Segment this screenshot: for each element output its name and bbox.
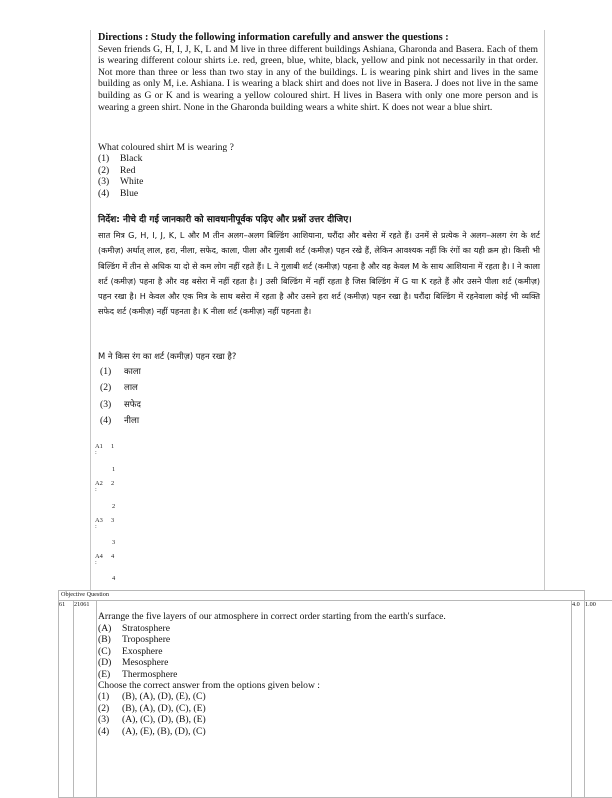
options-en bbox=[98, 153, 143, 199]
list-item: (D) Mesosphere bbox=[98, 657, 320, 668]
question-marks: 4.0 bbox=[572, 601, 585, 798]
option-61-1[interactable]: (1) (B), (A), (D), (E), (C) bbox=[98, 691, 320, 702]
question-id: 21061 bbox=[74, 601, 97, 798]
option-hi-1[interactable]: (1) काला bbox=[100, 364, 141, 380]
passage-hindi bbox=[98, 213, 540, 319]
options-hi bbox=[100, 364, 141, 430]
answer-a2: A2 2 : bbox=[95, 480, 114, 493]
option-en-4[interactable]: (4) Blue bbox=[98, 188, 143, 200]
passage-english bbox=[98, 32, 538, 113]
question-61-items bbox=[98, 623, 320, 737]
directions-title-en: Directions : Study the following information carefully and answer the questions : bbox=[98, 32, 538, 44]
answer-a2-extra: 2 bbox=[112, 503, 115, 510]
option-en-2[interactable]: (2) Red bbox=[98, 165, 143, 177]
option-61-4[interactable]: (4) (A), (E), (B), (D), (C) bbox=[98, 726, 320, 737]
question-negative-marks: 1.00 bbox=[585, 601, 612, 798]
answer-a1-extra: 1 bbox=[112, 466, 115, 473]
list-item: (E) Thermosphere bbox=[98, 669, 320, 680]
question-61-text: Arrange the five layers of our atmosphere in correct order starting from the earth's surface. bbox=[98, 611, 538, 622]
option-hi-4[interactable]: (4) नीला bbox=[100, 413, 141, 429]
question-hi: M ने किस रंग का शर्ट (कमीज़) पहन रखा है? bbox=[98, 349, 540, 364]
question-en: What coloured shirt M is wearing ? bbox=[98, 142, 538, 154]
question-type-label: Objective Question bbox=[59, 591, 585, 601]
option-hi-3[interactable]: (3) सफेद bbox=[100, 397, 141, 413]
option-en-1[interactable]: (1) Black bbox=[98, 153, 143, 165]
answer-a3: A3 3 : bbox=[95, 517, 114, 530]
answer-a1: A1 1 : bbox=[95, 443, 114, 456]
passage-text-en: Seven friends G, H, I, J, K, L and M live in three different buildings Ashiana, Gharonda and Basera. Each of them is wearing different colour shirts i.e. red, green, blue, white, black, yellow and pink not necessarily in that order. Not more than three or less than two stay in any of the buildings. L is wearing pink shirt and lives in the same building as only M, i.e. Ashiana. I is wearing a black shirt and does not live in Basera. J does not live in the same building as G or K and is wearing a yellow coloured shirt. H lives in Basera with only one more person and is wearing a green shirt. None in the Gharonda building wears a white shirt. K does not wear a blue shirt. bbox=[98, 44, 538, 114]
option-en-3[interactable]: (3) White bbox=[98, 176, 143, 188]
list-item: (B) Troposphere bbox=[98, 634, 320, 645]
frame-right-border bbox=[544, 30, 545, 590]
question-number: 61 bbox=[59, 601, 74, 798]
option-61-2[interactable]: (2) (B), (A), (D), (C), (E) bbox=[98, 703, 320, 714]
option-61-3[interactable]: (3) (A), (C), (D), (B), (E) bbox=[98, 714, 320, 725]
answer-a4-extra: 4 bbox=[112, 575, 115, 582]
list-item: (A) Stratosphere bbox=[98, 623, 320, 634]
option-hi-2[interactable]: (2) लाल bbox=[100, 380, 141, 396]
list-item: (C) Exosphere bbox=[98, 646, 320, 657]
choose-instruction: Choose the correct answer from the options given below : bbox=[98, 680, 320, 691]
answer-a3-extra: 3 bbox=[112, 539, 115, 546]
answer-a4: A4 4 : bbox=[95, 553, 114, 566]
passage-text-hi: सात मित्र G, H, I, J, K, L और M तीन अलग–अलग बिल्डिंग आशियाना, घरौंदा और बसेरा में रहते हैं। उनमें से प्रत्येक ने अलग–अलग रंग के शर्ट (कमीज़) अर्थात् लाल, हरा, नीला, सफेद, काला, पीला और गुलाबी शर्ट (कमीज़) पहन रखे हैं, लेकिन आवश्यक नहीं कि रंगों का यही क्रम हो। किसी भी बिल्डिंग में तीन से अधिक या दो से कम लोग नहीं रहते हैं। L ने गुलाबी शर्ट (कमीज़) पहना है और वह केवल M के साथ आशियाना में रहता है। I ने काला शर्ट (कमीज़) पहना है और वह बसेरा में नहीं रहता है। J उसी बिल्डिंग में नहीं रहता है जिस बिल्डिंग में G या K रहते हैं और उसने पीला शर्ट (कमीज़) पहन रखा है। H केवल और एक मित्र के साथ बसेरा में रहता है और उसने हरा शर्ट (कमीज़) पहन रखा है। घरौंदा बिल्डिंग में रहनेवाला कोई भी व्यक्ति सफेद शर्ट (कमीज़) नहीं पहनता है। K नीला शर्ट (कमीज़) नहीं पहनता है। bbox=[98, 228, 540, 319]
directions-title-hi: निर्देश: नीचे दी गई जानकारी को सावधानीपूर्वक पढ़िए और प्रश्नों उत्तर दीजिए। bbox=[98, 213, 540, 228]
frame-left-border bbox=[90, 30, 91, 590]
